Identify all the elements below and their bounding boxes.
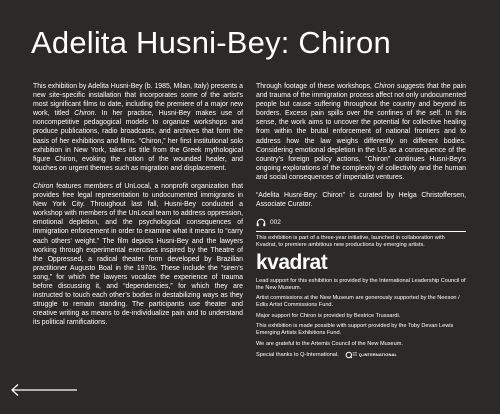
kvadrat-logo: kvadrat (256, 250, 328, 274)
film-description-paragraph: Chiron features members of UnLocal, a nonprofit organization that provides free legal representation to undocumented immigrants in New York City. Throughout last fall, Husni-Bey conducted a workshop with members of the UnLocal team to address oppression, emotional depletion, and the psychological consequences of immigration enforcement in order to examine what it means to “carry each others’ weight.” The film depicts Husni-Bey and the lawyers working through experimental exercises inspired by the Theatre of the Oppressed, a radical theater form developed by Brazilian practitioner Augusto Boal in the 1970s. These include the “siren’s song,” for which the lawyers vocalize the experience of trauma before discussing it, and “dependencies,” for which they are instructed to touch each other’s bodies in destabilizing ways as they struggle to remain standing. The participants use theater and creative writing as means to de-individualize pain and to understand its political ramifications. (33, 182, 243, 327)
intro-paragraph: This exhibition by Adelita Husni-Bey (b. 1985, Milan, Italy) presents a new site-specific installation that incorporates some of the artist's most significant films to date, including the premiere of a major new work, titled Chiron. In her practice, Husni-Bey makes use of noncompetitive pedagogical models to organize workshops and produce publications, radio broadcasts, and archives that form the basis of her exhibitions and films. “Chiron,” her first institutional solo exhibition in New York, takes its title from the Greek mythological figure Chiron, evoking the notion of the wounded healer, and touches on urgent themes such as migration and displacement. (33, 83, 243, 172)
special-thanks-row (256, 351, 466, 359)
sponsor-box (256, 231, 466, 359)
artemis-council-text: We are grateful to the Artemis Council of the New Museum. (256, 340, 403, 347)
audio-guide-number: 002 (270, 219, 281, 227)
headphones-icon (256, 218, 266, 227)
workshop-paragraph: Through footage of these workshops, Chiron suggests that the pain and trauma of the immigration process affect not only undocumented people but cause suffering throughout the country and beyond its borders. Excess pain spills over the confines of the self. In this sense, the work aims to uncover the potential for collective healing from within the brutal enforcement of national frontiers and to address how the law weighs differently on different bodies. Considering emotional depletion in the US as a consequence of the country’s foreign policy actions, “Chiron” continues Husni-Bey’s ongoing explorations of the complexity of collectivity and the human and social consequences of imperialist ventures. (256, 83, 467, 181)
lead-support-text: Lead support for this exhibition is provided by the International Leadership Council of the New Museum. (256, 277, 466, 291)
audio-guide-stop[interactable] (256, 218, 466, 227)
artist-commissions-text: Artist commissions at the New Museum are generously supported by the Neeson / Edlis Artist Commissions Fund. (256, 295, 460, 309)
toby-devan-lewis-text: This exhibition is made possible with support provided by the Toby Devan Lewis Emerging Artists Exhibitions Fund. (256, 323, 454, 337)
q-international-logo (345, 351, 397, 359)
arrow-left-icon[interactable] (10, 383, 78, 397)
q-logo-text: Q-INTERNATIONAL (358, 352, 398, 358)
q-logo-mark (345, 351, 357, 359)
initiative-text: This exhibition is part of a three-year initiative, launched in collaboration with Kvadrat, to premiere ambitious new productions by emerging artists. (256, 235, 445, 249)
major-support-text: Major support for Chiron is provided by Bestrice Trussardi. (256, 312, 401, 319)
right-column (256, 82, 466, 359)
curator-credit: “Adelita Husni-Bey: Chiron” is curated by Helga Christoffersen, Associate Curator. (256, 192, 466, 209)
left-column (33, 82, 243, 336)
page-title: Adelita Husni-Bey: Chiron (31, 25, 391, 60)
special-thanks-text: Special thanks to Q-International. (256, 351, 339, 358)
